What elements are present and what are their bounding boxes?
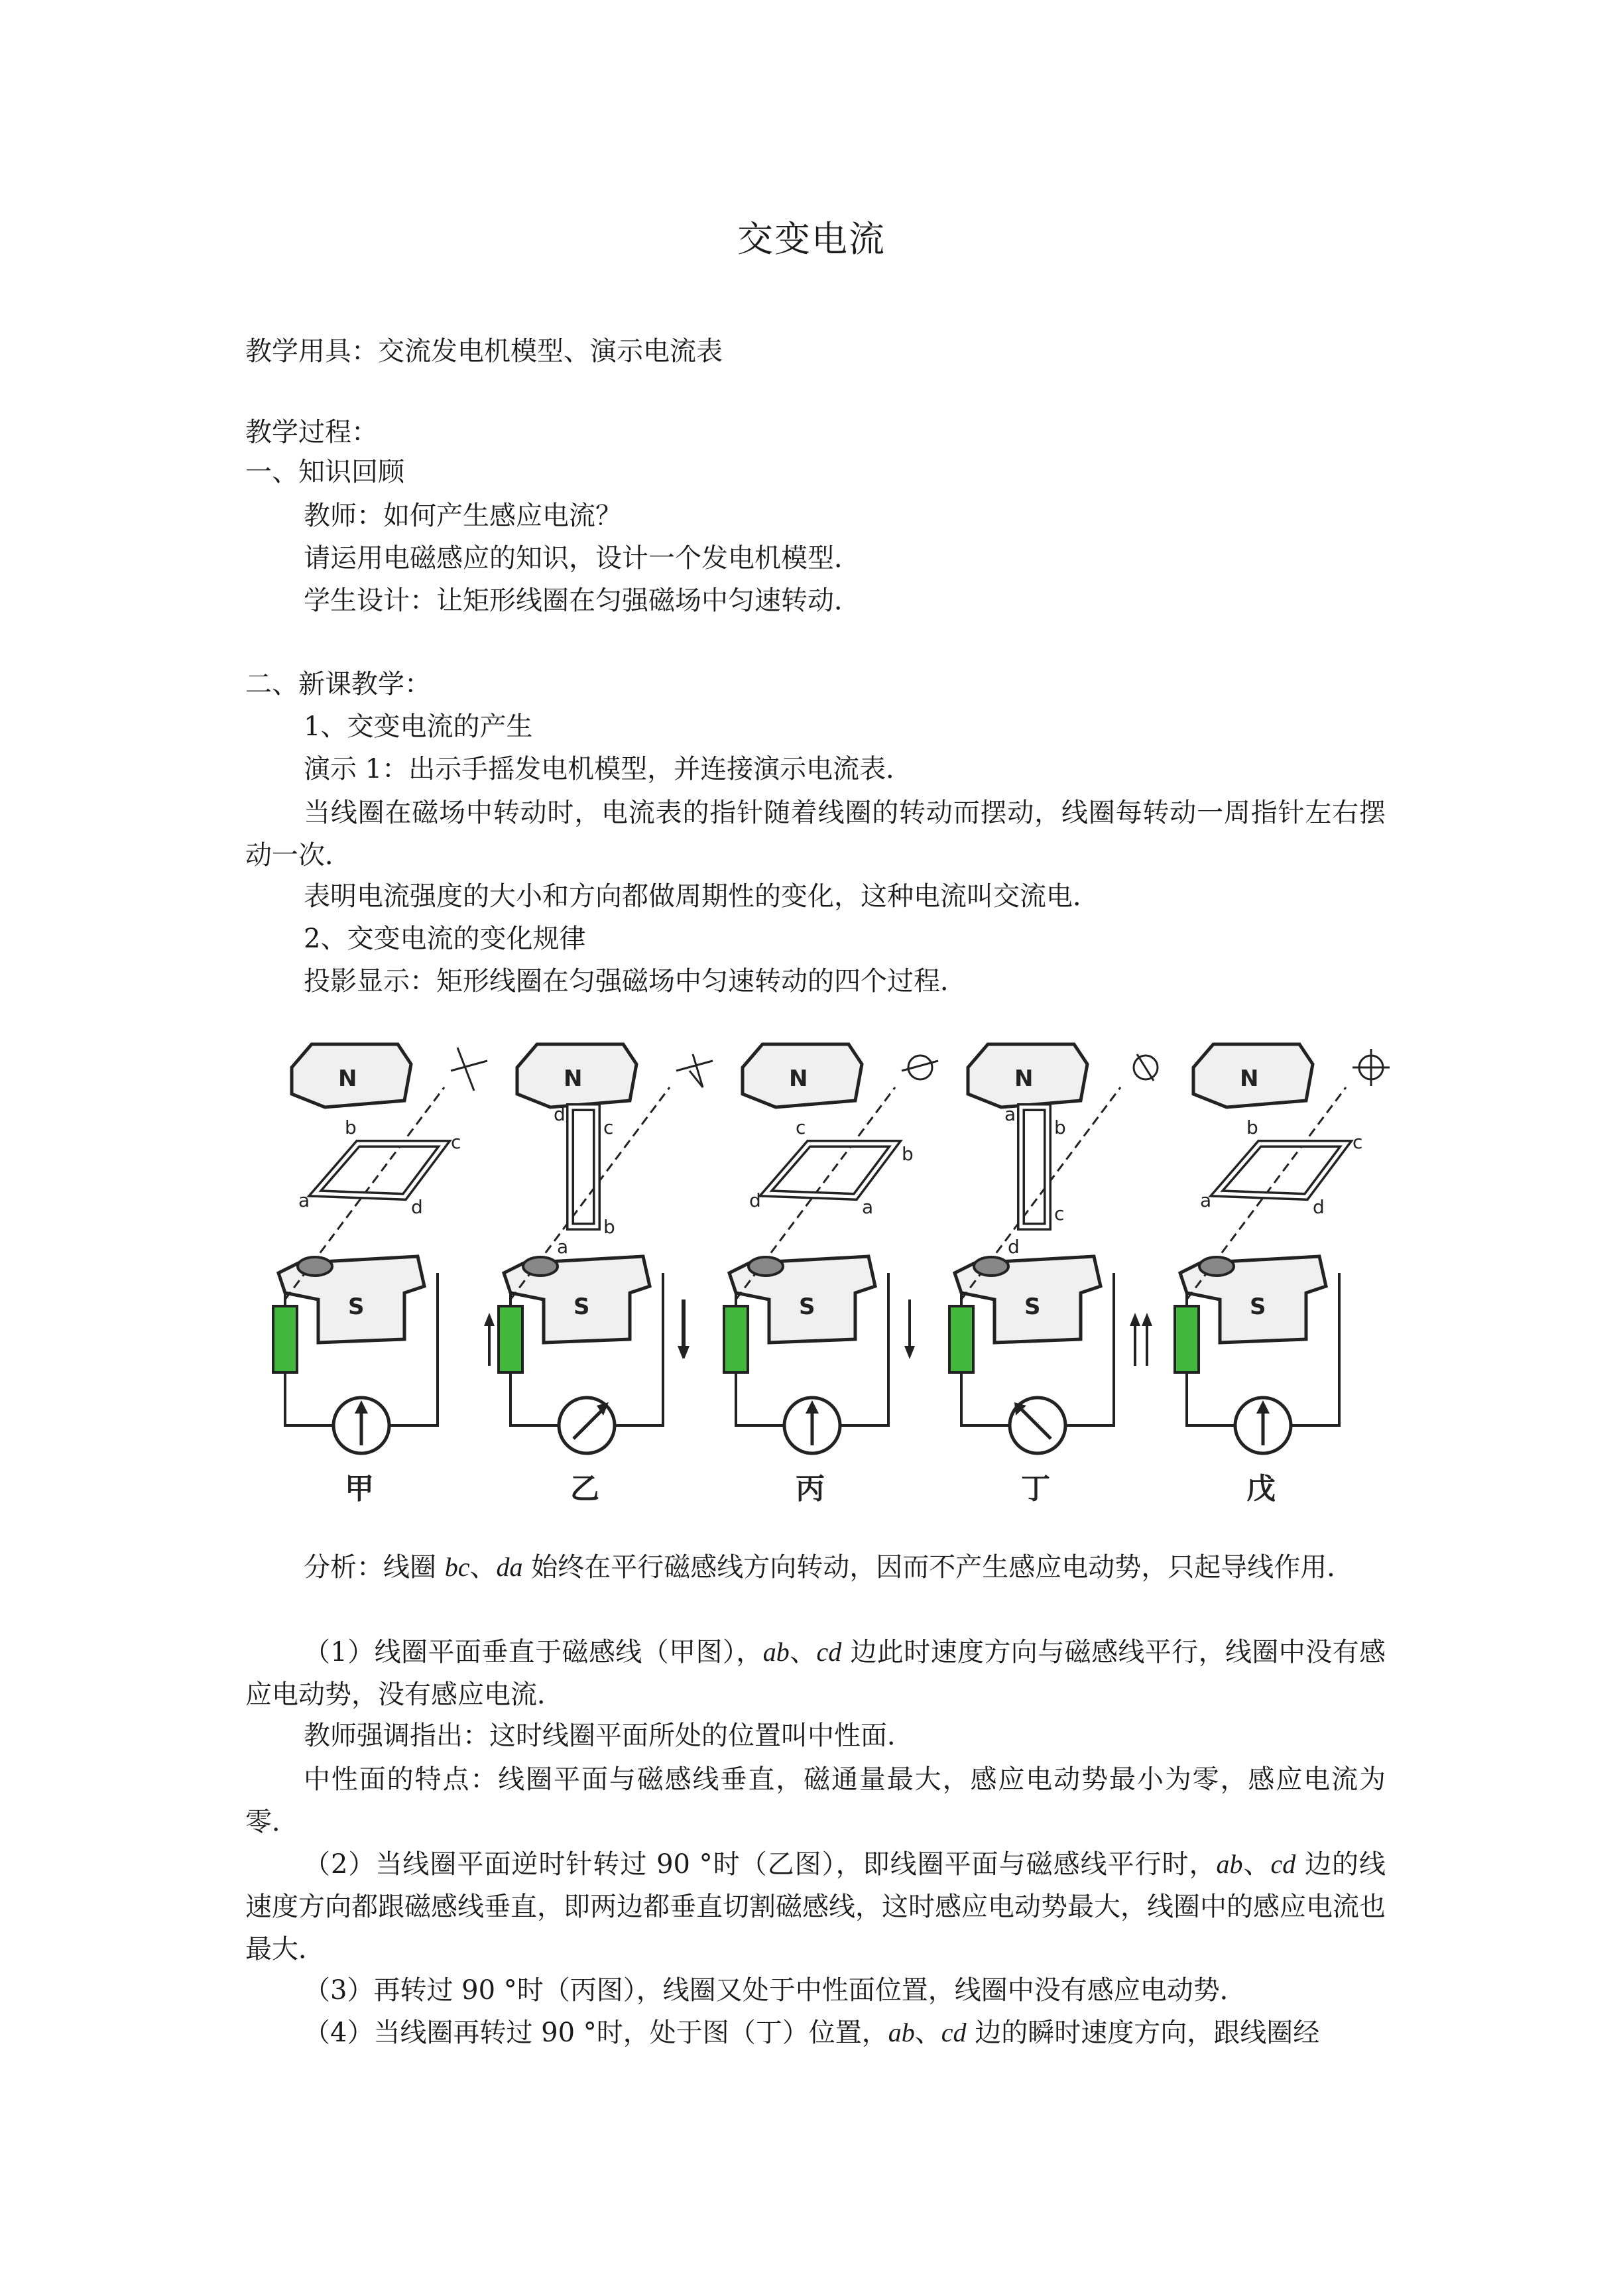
paragraph-conclusion: 表明电流强度的大小和方向都做周期性的变化，这种电流叫交流电． [304,881,1099,912]
demo-line: 演示 1：出示手摇发电机模型，并连接演示电流表． [304,754,913,784]
svg-text:d: d [554,1103,566,1125]
section-1-heading: 一、知识回顾 [245,457,404,487]
review-line-2: 请运用电磁感应的知识，设计一个发电机模型． [304,543,861,574]
svg-text:d: d [411,1196,423,1218]
review-line-1: 教师：如何产生感应电流？ [304,501,622,531]
svg-text:b: b [1246,1117,1258,1138]
panel-bing [679,1044,938,1506]
teacher-emphasis: 教师强调指出：这时线圈平面所处的位置叫中性面． [304,1721,914,1751]
teaching-tools: 教学用具：交流发电机模型、演示电流表 [245,336,723,367]
caption-ding: 丁 [1021,1472,1050,1506]
analysis-item-2: （2）当线圈平面逆时针转过 90 °时（乙图），即线圈平面与磁感线平行时，ab、cd 边的线速度方向都跟磁感线垂直，即两边都垂直切割磁感线，这时感应电动势最大，线圈中的感应电流也最大． [245,1849,1386,1964]
analysis-paragraph: 分析：线圈 bc、da 始终在平行磁感线方向转动，因而不产生感应电动势，只起导线作用． [304,1552,1354,1583]
caption-yi: 乙 [570,1472,599,1506]
svg-text:a: a [557,1236,569,1258]
svg-text:a: a [1200,1189,1212,1211]
panel-wu [1130,1044,1390,1506]
svg-text:a: a [862,1196,874,1218]
svg-text:S: S [1024,1294,1041,1320]
svg-text:c: c [1352,1131,1363,1153]
svg-text:b: b [345,1117,357,1138]
svg-text:N: N [1240,1065,1259,1092]
svg-text:c: c [796,1117,806,1138]
paragraph-observation: 当线圈在磁场中转动时，电流表的指针随着线圈的转动而摆动，线圈每转动一周指针左右摆动一次． [245,798,1386,871]
svg-text:c: c [451,1131,461,1153]
svg-text:a: a [1004,1103,1016,1125]
neutral-plane-features: 中性面的特点：线圈平面与磁感线垂直，磁通量最大，感应电动势最小为零，感应电流为零． [245,1764,1386,1837]
svg-text:N: N [789,1065,808,1092]
n-pole-label: N [338,1065,357,1092]
caption-bing: 丙 [796,1472,825,1506]
analysis-item-1: （1）线圈平面垂直于磁感线（甲图），ab、cd 边此时速度方向与磁感线平行，线圈中没有感应电动势，没有感应电流． [245,1637,1386,1710]
analysis-item-4: （4）当线圈再转过 90 °时，处于图（丁）位置，ab、cd 边的瞬时速度方向，跟线圈经 [304,2018,1320,2048]
svg-text:d: d [1008,1236,1020,1258]
svg-text:b: b [603,1216,615,1238]
svg-text:b: b [902,1143,914,1165]
svg-text:b: b [1054,1117,1066,1138]
svg-text:c: c [603,1117,614,1138]
panel-jia [273,1044,487,1506]
caption-jia: 甲 [345,1472,374,1506]
projection-line: 投影显示：矩形线圈在匀强磁场中匀速转动的四个过程． [304,966,967,997]
subheading-generation: 1、交变电流的产生 [304,711,533,742]
svg-text:a: a [298,1189,310,1211]
section-2-heading: 二、新课教学： [245,669,431,699]
analysis-item-3: （3）再转过 90 °时（丙图），线圈又处于中性面位置，线圈中没有感应电动势． [304,1975,1246,2006]
page-title: 交变电流 [737,218,886,260]
subheading-variation: 2、交变电流的变化规律 [304,924,586,954]
s-pole-label: S [348,1294,365,1320]
caption-wu: 戊 [1246,1472,1276,1506]
svg-text:S: S [573,1294,590,1320]
svg-text:N: N [564,1065,583,1092]
generator-figure [245,1008,1406,1512]
panel-ding [904,1044,1158,1506]
review-line-3: 学生设计：让矩形线圈在匀强磁场中匀速转动． [304,585,861,616]
svg-text:S: S [1250,1294,1266,1320]
svg-text:c: c [1054,1203,1065,1225]
svg-text:d: d [1313,1196,1325,1218]
svg-text:d: d [749,1189,761,1211]
panel-yi [484,1044,713,1506]
svg-text:N: N [1014,1065,1034,1092]
svg-text:S: S [799,1294,815,1320]
teaching-process-label: 教学过程： [245,417,378,448]
